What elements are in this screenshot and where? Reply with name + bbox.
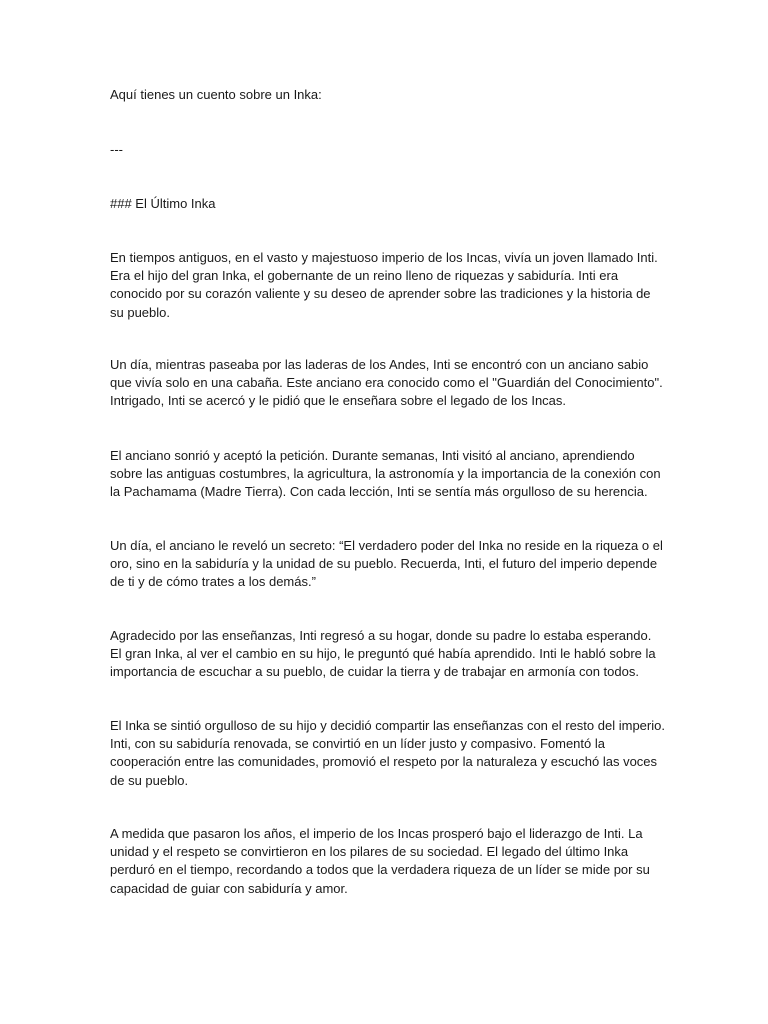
- story-heading: ### El Último Inka: [110, 196, 216, 211]
- paragraph: En tiempos antiguos, en el vasto y majestuoso imperio de los Incas, vivía un joven llamado Inti. Era el hijo del gran Inka, el gobernante de un reino lleno de riquezas y sabiduría. Inti era conocido por su corazón valiente y su deseo de aprender sobre las tradiciones y la historia de su pueblo.: [110, 250, 658, 320]
- paragraph: Agradecido por las enseñanzas, Inti regresó a su hogar, donde su padre lo estaba esperando. El gran Inka, al ver el cambio en su hijo, le preguntó qué había aprendido. Inti le habló sobre la importancia de escuchar a su pueblo, de cuidar la tierra y de trabajar en armonía con todos.: [110, 628, 656, 680]
- intro-text: Aquí tienes un cuento sobre un Inka:: [110, 87, 322, 102]
- separator: ---: [110, 142, 123, 157]
- paragraph: Un día, mientras paseaba por las laderas de los Andes, Inti se encontró con un anciano sabio que vivía solo en una cabaña. Este anciano era conocido como el "Guardián del Conocimiento". Intrigado, Inti se acercó y le pidió que le enseñara sobre el legado de los Incas.: [110, 357, 663, 409]
- paragraph: A medida que pasaron los años, el imperio de los Incas prosperó bajo el liderazgo de Inti. La unidad y el respeto se convirtieron en los pilares de su sociedad. El legado del último Inka perduró en el tiempo, recordando a todos que la verdadera riqueza de un líder se mide por su capacidad de guiar con sabiduría y amor.: [110, 826, 650, 896]
- paragraph: El anciano sonrió y aceptó la petición. Durante semanas, Inti visitó al anciano, aprendiendo sobre las antiguas costumbres, la agricultura, la astronomía y la importancia de la conexión con la Pachamama (Madre Tierra). Con cada lección, Inti se sentía más orgulloso de su herencia.: [110, 448, 661, 500]
- paragraph: Un día, el anciano le reveló un secreto: “El verdadero poder del Inka no reside en la riqueza o el oro, sino en la sabiduría y la unidad de su pueblo. Recuerda, Inti, el futuro del imperio depende de ti y de cómo trates a los demás.”: [110, 538, 663, 590]
- paragraph: El Inka se sintió orgulloso de su hijo y decidió compartir las enseñanzas con el resto del imperio. Inti, con su sabiduría renovada, se convirtió en un líder justo y compasivo. Fomentó la cooperación entre las comunidades, promovió el respeto por la naturaleza y escuchó las voces de su pueblo.: [110, 718, 665, 788]
